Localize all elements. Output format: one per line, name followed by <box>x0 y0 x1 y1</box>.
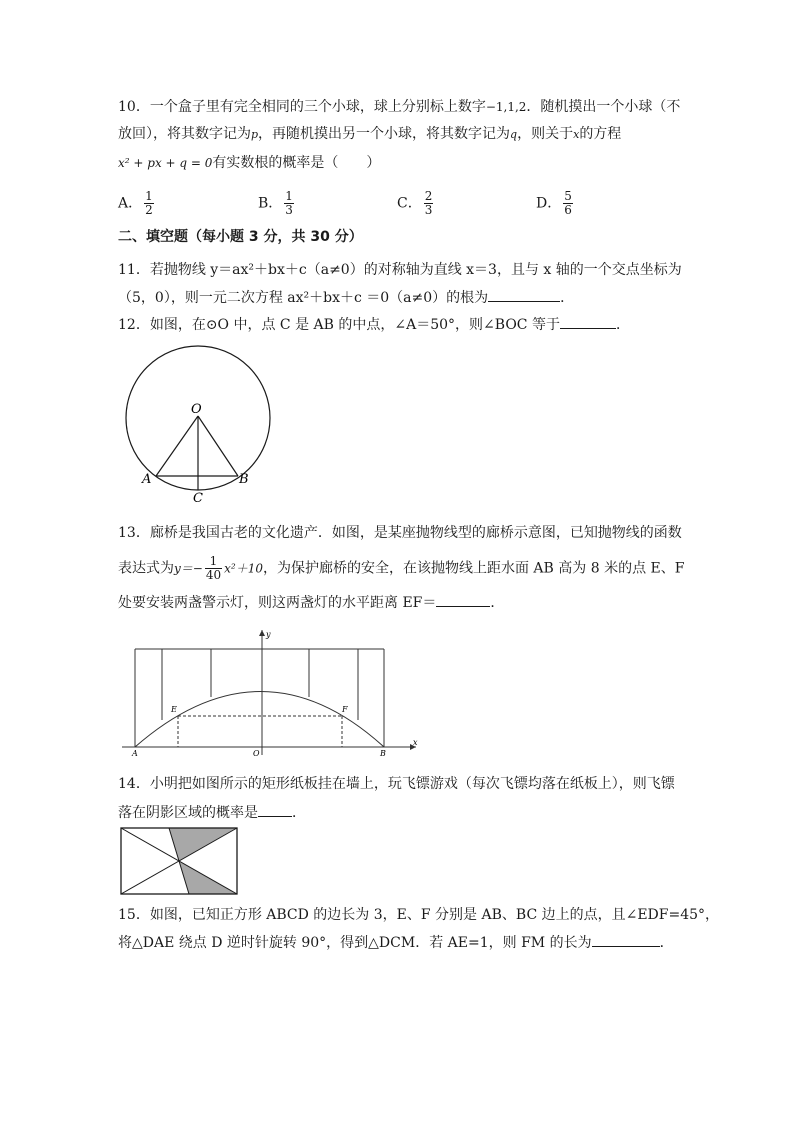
q10-line1 <box>118 97 680 117</box>
q14-rectangle-figure <box>120 827 240 897</box>
q12-text: 12．如图，在⊙O 中，点 C 是 AB 的中点，∠A＝50°，则∠BOC 等于 <box>118 317 560 333</box>
q14-text: 落在阴影区域的概率是 <box>118 805 258 821</box>
q13-text-2a: 表达式为 <box>118 560 174 577</box>
q10-var-q: q <box>510 128 518 141</box>
q13-end: ． <box>490 595 505 611</box>
q15-line1: 15．如图，已知正方形 ABCD 的边长为 3，E、F 分别是 AB、BC 边上的点，且∠EDF=45°， <box>118 907 720 923</box>
option-fraction: $\frac{1}{2}$ <box>145 189 153 217</box>
answer-blank[interactable] <box>488 287 560 302</box>
label-f: F <box>342 705 348 714</box>
answer-blank[interactable] <box>560 314 616 329</box>
q14-end: ． <box>292 805 306 821</box>
label-a: A <box>142 472 152 487</box>
option-label: C． <box>397 195 422 212</box>
label-c: C <box>193 491 203 503</box>
formula-fraction: $\frac{1}{40}$ <box>205 554 222 582</box>
option-label: D． <box>536 195 562 212</box>
q15-end: ． <box>659 935 674 951</box>
q10-option-a[interactable] <box>118 190 156 217</box>
answer-blank[interactable] <box>592 932 660 947</box>
segment-ob <box>198 416 238 476</box>
q11-line1: 11．若抛物线 y＝ax²＋bx＋c（a≠0）的对称轴为直线 x＝3，且与 x 轴的一个交点坐标为 <box>118 262 682 278</box>
q13-text-3: 处要安装两盏警示灯，则这两盏灯的水平距离 EF＝ <box>118 595 437 611</box>
q10-text-2a: 放回），将其数字记为 <box>118 126 251 142</box>
q13-text-2b: ，为保护廊桥的安全，在该抛物线上距水面 AB 高为 8 米的点 E、F <box>262 560 685 577</box>
q10-var-p: p <box>251 128 259 141</box>
label-b: B <box>380 749 386 757</box>
label-b: B <box>239 472 249 487</box>
q10-line3 <box>118 153 380 173</box>
q10-text-1-end: ．随机摸出一个小球（不 <box>526 99 681 115</box>
label-a: A <box>132 749 138 757</box>
option-fraction: $\frac{5}{6}$ <box>564 189 572 217</box>
label-x: x <box>413 738 418 747</box>
section-heading: 二、填空题（每小题 3 分，共 30 分） <box>118 229 363 245</box>
q10-option-d[interactable] <box>536 190 575 217</box>
q10-option-b[interactable] <box>258 190 296 217</box>
q10-var-x: x <box>573 128 580 141</box>
q14-line1: 14．小明把如图所示的矩形纸板挂在墙上，玩飞镖游戏（每次飞镖均落在纸板上），则飞镖 <box>118 776 675 792</box>
q10-line2 <box>118 124 621 145</box>
q13-bridge-figure <box>120 627 420 757</box>
q12-circle-figure <box>118 343 278 503</box>
q14-line2 <box>118 802 306 823</box>
q11-line2 <box>118 287 574 308</box>
q10-numbers: −1,1,2 <box>485 100 527 114</box>
answer-blank[interactable] <box>258 802 292 817</box>
q15-text: 将△DAE 绕点 D 逆时针旋转 90°，得到△DCM．若 AE=1，则 FM 的长为 <box>118 935 592 951</box>
option-fraction: $\frac{2}{3}$ <box>424 189 433 217</box>
option-label: A． <box>118 195 143 212</box>
q12-end: ． <box>615 317 630 333</box>
label-e: E <box>171 705 177 714</box>
label-o: O <box>191 402 202 417</box>
parabola <box>135 692 384 748</box>
q10-equation: x² + px + q = 0 <box>118 156 213 170</box>
option-fraction: $\frac{1}{3}$ <box>285 189 293 217</box>
q10-text-3: 有实数根的概率是（ ） <box>212 155 381 171</box>
label-o: O <box>253 749 260 757</box>
formula-rest: x²＋10 <box>224 561 263 576</box>
segment-oa <box>156 416 198 476</box>
q15-line2 <box>118 932 674 953</box>
q10-option-c[interactable] <box>397 190 435 217</box>
q13-line1: 13．廊桥是我国古老的文化遗产．如图，是某座抛物线型的廊桥示意图，已知抛物线的函数 <box>118 525 682 541</box>
y-axis-arrow <box>259 630 265 636</box>
q10-text-2b: ，再随机摸出另一个小球，将其数字记为 <box>258 126 511 142</box>
answer-blank[interactable] <box>436 592 490 607</box>
q12-line1 <box>118 314 630 335</box>
shaded-region-top <box>169 828 237 861</box>
q10-text-2d: 的方程 <box>579 126 622 142</box>
q10-text-2c: ，则关于 <box>517 126 574 142</box>
q11-end: ． <box>560 290 575 306</box>
q11-text: （5，0），则一元二次方程 ax²＋bx＋c ＝0（a≠0）的根为 <box>118 290 489 306</box>
q10-text-1: 10．一个盒子里有完全相同的三个小球，球上分别标上数字 <box>118 99 486 115</box>
q13-line3 <box>118 592 504 613</box>
label-y: y <box>266 630 271 639</box>
option-label: B． <box>258 195 283 212</box>
formula-y: y＝− <box>174 561 203 576</box>
q13-line2 <box>118 555 684 582</box>
